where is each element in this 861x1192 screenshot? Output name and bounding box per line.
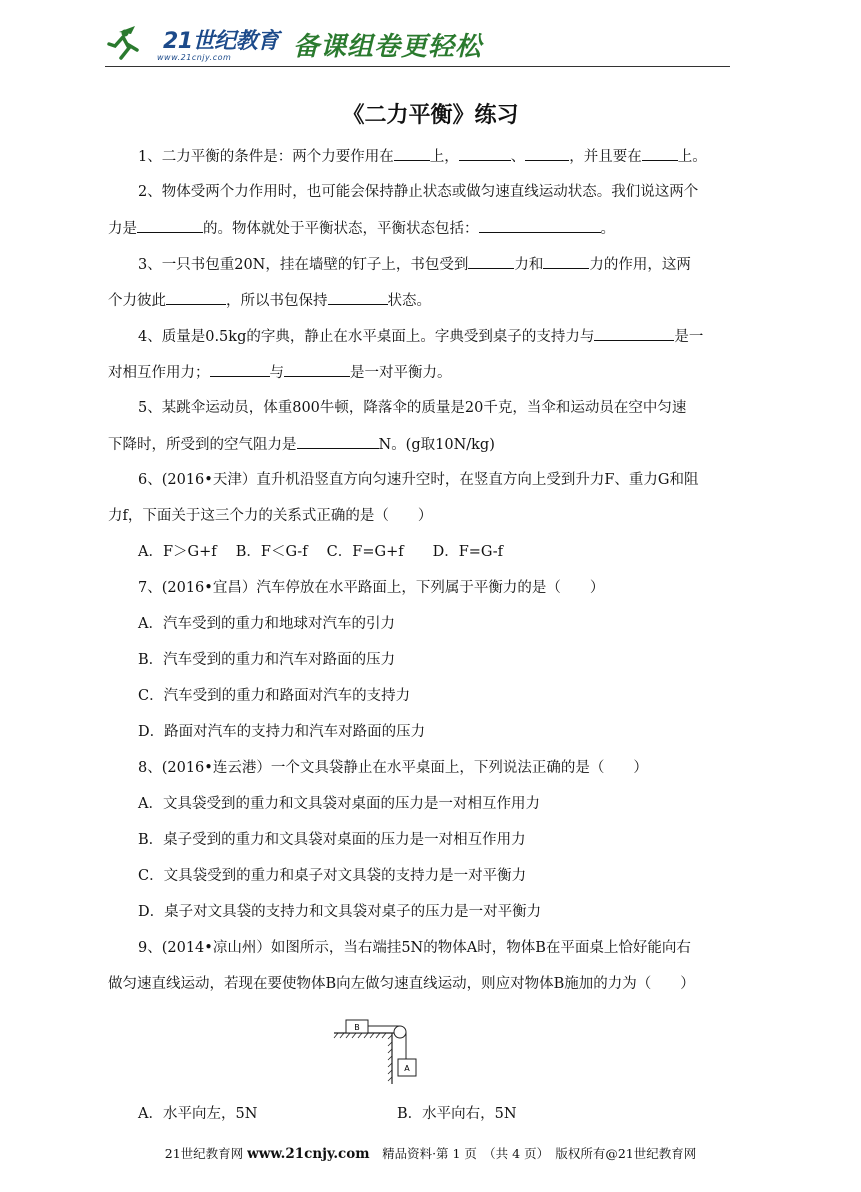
answer-blank[interactable] [137,218,203,233]
question-6-options: A．F＞G+f B．F＜G-f C．F=G+f D．F=G-f [138,544,504,560]
question-1-line [138,146,707,167]
question-9-line: 做匀速直线运动，若现在要使物体B向左做匀速直线运动，则应对物体B施加的力为（ ） [108,976,695,992]
logo-url[interactable]: www.21cnjy.com [157,53,232,62]
text-segment: 上， [429,149,459,165]
text-segment: 的。物体就处于平衡状态，平衡状态包括： [203,221,479,237]
pulley-wheel [394,1026,406,1038]
runner-logo-icon [105,24,165,64]
pulley-diagram [330,1014,430,1086]
question-3-line [138,254,691,275]
text-segment: 力的作用，这两 [589,257,691,273]
footer-suffix: 精品资料·第 1 页 （共 4 页） 版权所有@21世纪教育网 [369,1146,697,1161]
block-a-label: A [404,1064,410,1073]
table-hatching [334,1033,392,1081]
text-segment: 对相互作用力； [108,365,210,381]
question-7-option-a: A．汽车受到的重力和地球对汽车的引力 [138,616,395,632]
answer-blank[interactable] [594,326,674,341]
text-segment: 状态。 [387,293,431,309]
answer-blank[interactable] [284,362,350,377]
question-8-option-a: A．文具袋受到的重力和文具袋对桌面的压力是一对相互作用力 [138,796,540,812]
text-segment: 力和 [514,257,544,273]
text-segment: ，所以书包保持 [226,293,328,309]
answer-blank[interactable] [166,290,226,305]
text-segment: 、 [510,149,526,165]
text-segment: 4、质量是0.5kg的字典，静止在水平桌面上。字典受到桌子的支持力与 [138,329,595,345]
text-segment: 是一 [674,329,704,345]
footer-prefix: 21世纪教育网 [164,1146,248,1161]
header-divider [105,66,730,67]
question-8-option-d: D．桌子对文具袋的支持力和文具袋对桌子的压力是一对平衡力 [138,904,542,920]
question-7-option-c: C．汽车受到的重力和路面对汽车的支持力 [138,688,411,704]
question-9-option-a: A．水平向左，5N [138,1106,258,1122]
question-8-option-b: B．桌子受到的重力和文具袋对桌面的压力是一对相互作用力 [138,832,526,848]
logo-text: 21世纪教育 [163,29,279,54]
text-segment: 是一对平衡力。 [350,365,452,381]
text-segment: 上。 [677,149,707,165]
question-3-line [108,290,431,311]
question-6-line: 6、(2016•天津）直升机沿竖直方向匀速升空时，在竖直方向上受到升力F、重力G和阻 [138,472,699,488]
answer-blank[interactable] [525,146,569,161]
text-segment: 与 [269,365,284,381]
block-b-label: B [354,1023,360,1032]
text-segment: 个力彼此 [108,293,166,309]
question-8-option-c: C．文具袋受到的重力和桌子对文具袋的支持力是一对平衡力 [138,868,527,884]
answer-blank[interactable] [468,254,514,269]
text-segment: ，并且要在 [569,149,642,165]
question-5-line [108,434,495,455]
answer-blank[interactable] [210,362,270,377]
question-6-line: 力f，下面关于这三个力的关系式正确的是（ ） [108,508,433,524]
text-segment: 3、一只书包重20N，挂在墙壁的钉子上，书包受到 [138,257,469,273]
text-segment: 。 [600,221,615,237]
question-4-line [108,362,452,383]
answer-blank[interactable] [297,434,379,449]
text-segment: N。(g取10N/kg) [378,437,495,453]
answer-blank[interactable] [394,146,430,161]
question-4-line [138,326,703,347]
question-5-line: 5、某跳伞运动员，体重800牛顿，降落伞的质量是20千克，当伞和运动员在空中匀速 [138,400,687,416]
text-segment: 1、二力平衡的条件是：两个力要作用在 [138,149,394,165]
question-8-line: 8、(2016•连云港）一个文具袋静止在水平桌面上，下列说法正确的是（ ） [138,760,648,776]
answer-blank[interactable] [328,290,388,305]
footer-site-link[interactable]: www.21cnjy.com [247,1146,370,1162]
page-header [105,22,730,72]
question-7-option-d: D．路面对汽车的支持力和汽车对路面的压力 [138,724,426,740]
answer-blank[interactable] [479,218,601,233]
text-segment: 下降时，所受到的空气阻力是 [108,437,297,453]
answer-blank[interactable] [543,254,589,269]
question-7-option-b: B．汽车受到的重力和汽车对路面的压力 [138,652,396,668]
header-slogan: 备课组卷更轻松 [293,32,483,62]
page-title: 《二力平衡》练习 [342,102,519,128]
question-2-line [108,218,615,239]
page-footer [0,1144,861,1162]
answer-blank[interactable] [459,146,511,161]
question-9-line: 9、(2014•凉山州）如图所示，当右端挂5N的物体A时，物体B在平面桌上恰好能向右 [138,940,691,956]
question-7-line: 7、(2016•宜昌）汽车停放在水平路面上，下列属于平衡力的是（ ） [138,580,605,596]
text-segment: 力是 [108,221,137,237]
question-2-line: 2、物体受两个力作用时，也可能会保持静止状态或做匀速直线运动状态。我们说这两个 [138,184,699,200]
answer-blank[interactable] [642,146,678,161]
question-9-option-b: B．水平向右，5N [397,1106,517,1122]
